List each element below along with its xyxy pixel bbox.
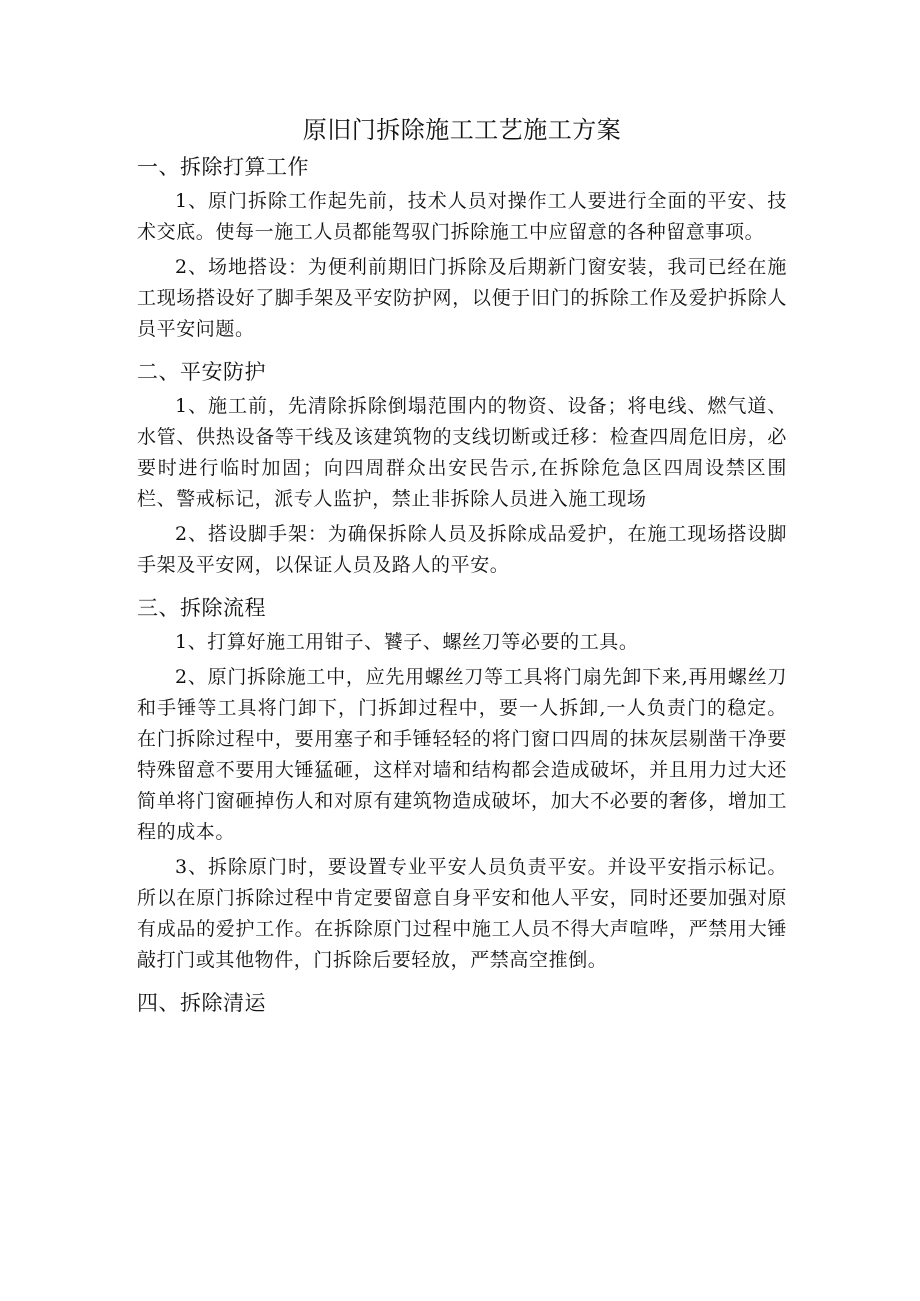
section-heading-process: 三、拆除流程 — [137, 596, 266, 620]
paragraph-safety-1: 1、施工前，先清除拆除倒塌范围内的物资、设备；将电线、燃气道、水管、供热设备等干线及该建筑物的支线切断或迁移：检查四周危旧房，必要时进行临时加固；向四周群众出安民告示,在拆除危急区四周设禁区围栏、警戒标记，派专人监护，禁止非拆除人员进入施工现场 — [137, 395, 787, 510]
section-heading-cleanup: 四、拆除清运 — [137, 991, 266, 1015]
paragraph-process-1: 1、打算好施工用钳子、饕子、螺丝刀等必要的工具。 — [175, 631, 639, 653]
paragraph-safety-2: 2、搭设脚手架：为确保拆除人员及拆除成品爱护，在施工现场搭设脚手架及平安网，以保证人员及路人的平安。 — [137, 523, 787, 576]
document-page — [137, 112, 787, 1022]
paragraph-process-2: 2、原门拆除施工中，应先用螺丝刀等工具将门扇先卸下来,再用螺丝刀和手锤等工具将门卸下，门拆卸过程中，要一人拆卸,一人负责门的稳定。在门拆除过程中，要用塞子和手锤轻轻的将门窗口四周的抹灰层剔凿干净要特殊留意不要用大锤猛砸，这样对墙和结构都会造成破坏，并且用力过大还简单将门窗砸掉伤人和对原有建筑物造成破坏，加大不必要的奢侈，增加工程的成本。 — [137, 666, 787, 843]
document-title: 原旧门拆除施工工艺施工方案 — [302, 116, 622, 144]
paragraph-preparation-1: 1、原门拆除工作起先前，技术人员对操作工人要进行全面的平安、技术交底。使每一施工人员都能驾驭门拆除施工中应留意的各种留意事项。 — [137, 190, 787, 243]
paragraph-process-3: 3、拆除原门时，要设置专业平安人员负责平安。并设平安指示标记。所以在原门拆除过程中肯定要留意自身平安和他人平安，同时还要加强对原有成品的爱护工作。在拆除原门过程中施工人员不得大声喧哗，严禁用大锤敲打门或其他物件，门拆除后要轻放，严禁高空推倒。 — [137, 856, 787, 971]
section-heading-preparation: 一、拆除打算工作 — [137, 155, 309, 179]
section-heading-safety: 二、平安防护 — [137, 360, 266, 384]
paragraph-preparation-2: 2、场地搭设：为便利前期旧门拆除及后期新门窗安装，我司已经在施工现场搭设好了脚手架及平安防护网，以便于旧门的拆除工作及爱护拆除人员平安问题。 — [137, 256, 787, 340]
